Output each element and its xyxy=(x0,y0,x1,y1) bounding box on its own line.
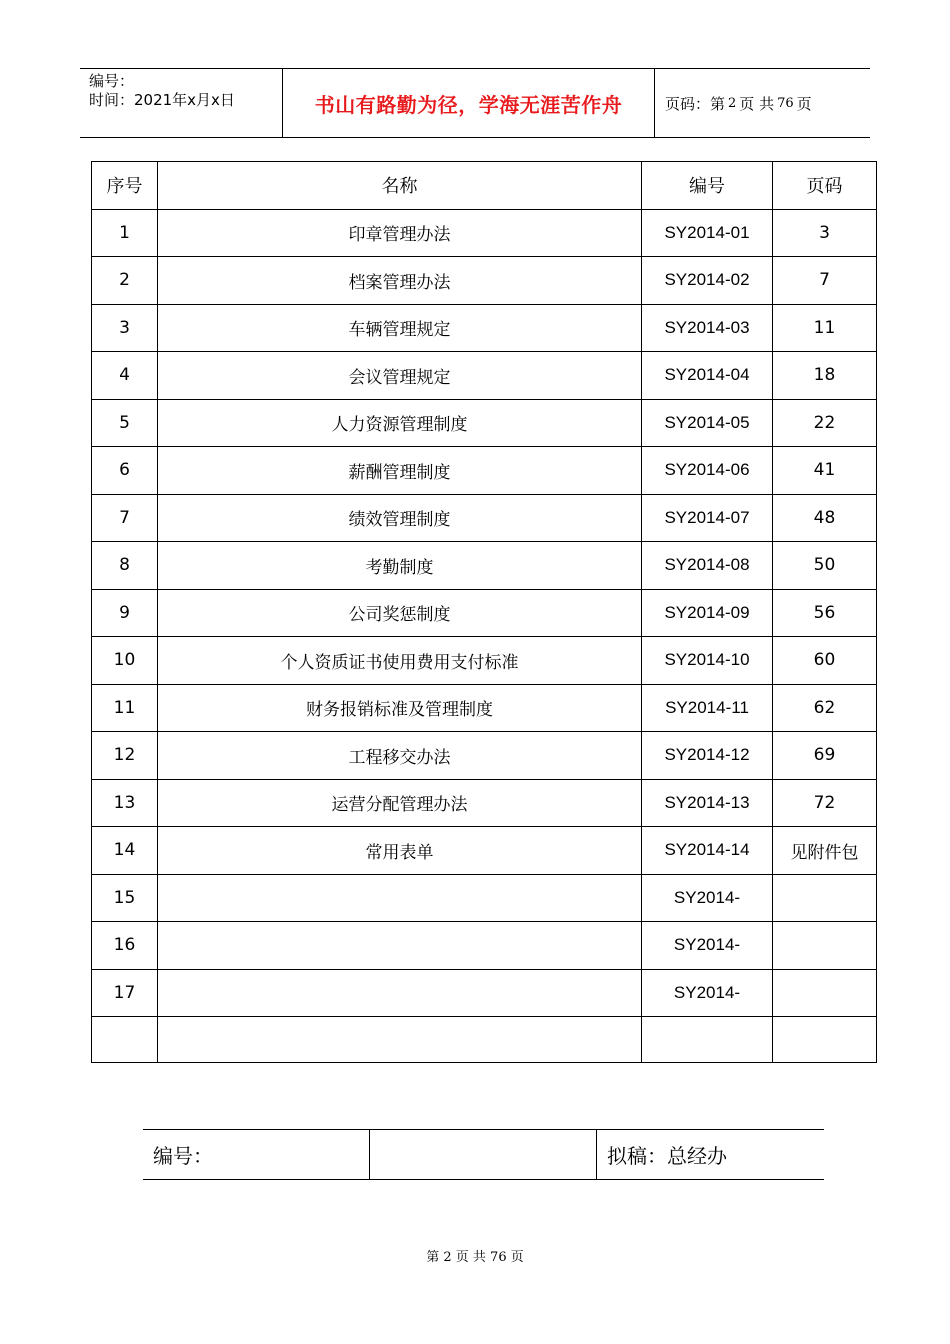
table-body xyxy=(92,209,877,1063)
document-code: SY2014-12 xyxy=(642,732,773,780)
page-number: 22 xyxy=(773,399,877,447)
table-row xyxy=(92,779,877,827)
table-row xyxy=(92,399,877,447)
row-number: 14 xyxy=(92,827,158,875)
document-code: SY2014-09 xyxy=(642,589,773,637)
document-name xyxy=(158,874,642,922)
row-number: 3 xyxy=(92,304,158,352)
row-number: 6 xyxy=(92,447,158,495)
document-name: 个人资质证书使用费用支付标准 xyxy=(158,637,642,685)
column-header-name: 名称 xyxy=(158,162,642,210)
row-number: 1 xyxy=(92,209,158,257)
table-row xyxy=(92,352,877,400)
column-header-code: 编号 xyxy=(642,162,773,210)
document-index-table xyxy=(91,161,877,1063)
row-number: 9 xyxy=(92,589,158,637)
page-number xyxy=(773,874,877,922)
header-page-info xyxy=(655,69,870,137)
document-code: SY2014- xyxy=(642,874,773,922)
table-row xyxy=(92,874,877,922)
header-number-label: 编号： xyxy=(89,72,135,90)
document-name: 公司奖惩制度 xyxy=(158,589,642,637)
document-code: SY2014-03 xyxy=(642,304,773,352)
table-row xyxy=(92,684,877,732)
table-row xyxy=(92,304,877,352)
document-code: SY2014-02 xyxy=(642,257,773,305)
document-code: SY2014-05 xyxy=(642,399,773,447)
document-name: 常用表单 xyxy=(158,827,642,875)
document-name: 财务报销标准及管理制度 xyxy=(158,684,642,732)
header-time-label: 时间：2021年x月x日 xyxy=(89,91,235,109)
header-page-suffix: 页 xyxy=(796,94,812,113)
table-header-row xyxy=(92,162,877,210)
page-number: 56 xyxy=(773,589,877,637)
document-name: 档案管理办法 xyxy=(158,257,642,305)
header-page-prefix: 页码：第 xyxy=(665,94,726,113)
table-row xyxy=(92,637,877,685)
page-header xyxy=(80,68,870,138)
footer-drafter-label: 拟稿：总经办 xyxy=(607,1144,727,1168)
document-name xyxy=(158,1017,642,1063)
page-number: 72 xyxy=(773,779,877,827)
document-name: 考勤制度 xyxy=(158,542,642,590)
row-number xyxy=(92,1017,158,1063)
page-number xyxy=(773,969,877,1017)
document-name: 薪酬管理制度 xyxy=(158,447,642,495)
page-number: 69 xyxy=(773,732,877,780)
document-name: 车辆管理规定 xyxy=(158,304,642,352)
table-row xyxy=(92,827,877,875)
page-number: 18 xyxy=(773,352,877,400)
document-code: SY2014-13 xyxy=(642,779,773,827)
document-code xyxy=(642,1017,773,1063)
table-row xyxy=(92,257,877,305)
table-row xyxy=(92,447,877,495)
document-code: SY2014-07 xyxy=(642,494,773,542)
document-name xyxy=(158,969,642,1017)
header-page-total: 76 xyxy=(777,95,794,111)
document-name xyxy=(158,922,642,970)
document-name: 会议管理规定 xyxy=(158,352,642,400)
column-header-page: 页码 xyxy=(773,162,877,210)
page-number: 41 xyxy=(773,447,877,495)
page-number-footer: 第 2 页 共 76 页 xyxy=(426,1250,524,1265)
header-meta xyxy=(80,69,283,137)
page-number: 3 xyxy=(773,209,877,257)
header-motto: 书山有路勤为径，学海无涯苦作舟 xyxy=(283,69,655,137)
table-row xyxy=(92,732,877,780)
page-number xyxy=(773,1017,877,1063)
table-row xyxy=(92,969,877,1017)
page-number: 7 xyxy=(773,257,877,305)
document-code: SY2014-04 xyxy=(642,352,773,400)
document-name: 绩效管理制度 xyxy=(158,494,642,542)
table-row xyxy=(92,494,877,542)
page-number: 11 xyxy=(773,304,877,352)
header-page-middle: 页 共 xyxy=(739,94,775,113)
row-number: 13 xyxy=(92,779,158,827)
page-number: 50 xyxy=(773,542,877,590)
row-number: 11 xyxy=(92,684,158,732)
row-number: 7 xyxy=(92,494,158,542)
document-name: 运营分配管理办法 xyxy=(158,779,642,827)
header-page-current: 2 xyxy=(728,95,737,111)
document-name: 印章管理办法 xyxy=(158,209,642,257)
table-row xyxy=(92,1017,877,1063)
footer-info xyxy=(143,1129,824,1180)
footer-number-label: 编号： xyxy=(143,1130,370,1179)
page-number: 60 xyxy=(773,637,877,685)
document-code: SY2014-14 xyxy=(642,827,773,875)
table-row xyxy=(92,542,877,590)
table-row xyxy=(92,209,877,257)
document-name: 工程移交办法 xyxy=(158,732,642,780)
table-row xyxy=(92,922,877,970)
document-name: 人力资源管理制度 xyxy=(158,399,642,447)
row-number: 4 xyxy=(92,352,158,400)
row-number: 8 xyxy=(92,542,158,590)
row-number: 10 xyxy=(92,637,158,685)
page-number xyxy=(773,922,877,970)
page-number: 见附件包 xyxy=(773,827,877,875)
column-header-no: 序号 xyxy=(92,162,158,210)
row-number: 16 xyxy=(92,922,158,970)
document-code: SY2014-10 xyxy=(642,637,773,685)
document-code: SY2014- xyxy=(642,922,773,970)
row-number: 15 xyxy=(92,874,158,922)
document-code: SY2014-01 xyxy=(642,209,773,257)
document-code: SY2014-08 xyxy=(642,542,773,590)
row-number: 12 xyxy=(92,732,158,780)
table-row xyxy=(92,589,877,637)
document-code: SY2014-06 xyxy=(642,447,773,495)
page-number: 62 xyxy=(773,684,877,732)
row-number: 5 xyxy=(92,399,158,447)
page-number: 48 xyxy=(773,494,877,542)
document-code: SY2014-11 xyxy=(642,684,773,732)
row-number: 2 xyxy=(92,257,158,305)
document-code: SY2014- xyxy=(642,969,773,1017)
footer-number-value xyxy=(370,1130,597,1179)
row-number: 17 xyxy=(92,969,158,1017)
